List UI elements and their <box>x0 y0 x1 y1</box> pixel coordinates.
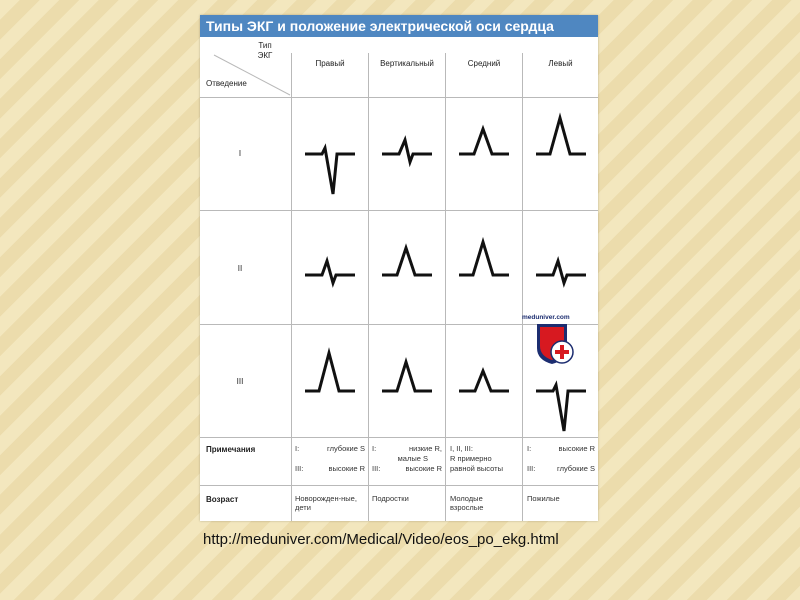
note-text: I: <box>372 444 377 453</box>
note-text: I: <box>527 444 532 453</box>
note-normal <box>450 444 520 474</box>
ekg-waveforms <box>200 15 598 437</box>
note-text: R примерно <box>450 454 492 463</box>
waveform-ii-normal <box>459 242 509 275</box>
column-header-normal: Средний <box>467 59 501 68</box>
corner-top-label: Тип ЭКГ <box>257 41 273 60</box>
waveform-i-normal <box>459 129 509 154</box>
waveform-iii-normal <box>459 371 509 391</box>
waveform-ii-vertical <box>382 248 432 275</box>
note-text: глубокие S <box>327 444 365 453</box>
column-header-left: Левый <box>548 59 573 68</box>
grid-line <box>200 485 598 486</box>
note-text: высокие R <box>558 444 595 453</box>
note-text: высокие R <box>328 464 365 473</box>
note-text: III: <box>295 464 304 473</box>
note-text: III: <box>372 464 381 473</box>
column-header-vertical: Вертикальный <box>380 59 434 68</box>
lead-label-ii: II <box>237 264 243 273</box>
meduniver-logo-icon <box>534 322 576 366</box>
lead-label-iii: III <box>236 377 244 386</box>
source-url[interactable]: http://meduniver.com/Medical/Video/eos_po_ekg.html <box>203 531 559 548</box>
age-vertical: Подростки <box>372 494 409 503</box>
note-text: глубокие S <box>557 464 595 473</box>
note-text: высокие R <box>405 464 442 473</box>
note-text: малые S <box>397 454 428 463</box>
waveform-i-left <box>536 118 586 154</box>
ekg-axis-table <box>200 15 598 521</box>
waveform-ii-right <box>305 261 355 283</box>
age-right: Новорожден-ные, дети <box>295 494 357 512</box>
waveform-i-vertical <box>382 140 432 162</box>
notes-row-label: Примечания <box>206 445 256 454</box>
waveform-ii-left <box>536 261 586 283</box>
note-text: низкие R, <box>409 444 442 453</box>
note-text: I: <box>295 444 300 453</box>
meduniver-logo-text: meduniver.com <box>522 314 570 321</box>
age-left: Пожилые <box>527 494 560 503</box>
age-row-label: Возраст <box>206 495 239 504</box>
note-text: III: <box>527 464 536 473</box>
note-left <box>527 444 595 474</box>
note-text: равной высоты <box>450 464 503 473</box>
age-normal: Молодые взрослые <box>450 494 484 512</box>
corner-bottom-label: Отведение <box>206 79 247 88</box>
note-right <box>295 444 365 474</box>
grid-line <box>200 437 598 438</box>
lead-label-i: I <box>238 149 242 158</box>
waveform-iii-right <box>305 353 355 391</box>
waveform-iii-vertical <box>382 362 432 391</box>
note-vertical <box>372 444 442 474</box>
column-header-right: Правый <box>315 59 345 68</box>
figure-title: Типы ЭКГ и положение электрической оси сердца <box>200 15 598 37</box>
note-text: I, II, III: <box>450 444 473 453</box>
waveform-iii-left <box>536 385 586 431</box>
waveform-i-right <box>305 148 355 194</box>
